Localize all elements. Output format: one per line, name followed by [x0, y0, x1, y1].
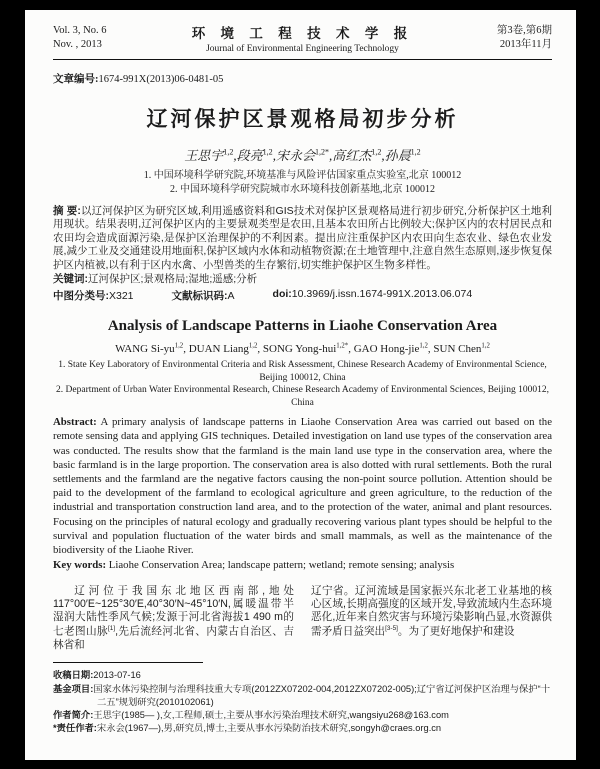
citation-ref: [1]	[108, 625, 116, 633]
author-en-name: WANG Si-yu	[115, 343, 175, 356]
author-en-name: SUN Chen	[433, 343, 482, 356]
body-paragraph-right	[311, 585, 552, 638]
received-date-value: 2013-07-16	[93, 670, 141, 681]
author-cn-superscript: 1,2	[371, 147, 382, 157]
keywords-en-label: Key words:	[53, 559, 107, 572]
author-cn-name: 高红杰	[332, 148, 372, 163]
clc-label: 中图分类号:	[53, 290, 109, 303]
article-number-label: 文章编号:	[53, 74, 99, 85]
author-cn-superscript: 1,2	[410, 147, 421, 157]
author-en-superscript: 1,2	[481, 342, 490, 350]
footnote-rule	[53, 662, 203, 663]
journal-issue-block	[432, 24, 552, 52]
received-date-label: 收稿日期:	[53, 670, 94, 681]
doi-label: doi:	[272, 288, 292, 301]
author-cn-superscript: 1,2	[223, 147, 234, 157]
author-en-name: SONG Yong-hui	[262, 343, 337, 356]
body-columns	[53, 585, 552, 651]
author-cn	[237, 148, 276, 163]
funding-label: 基金项目:	[53, 683, 94, 694]
received-date-line	[53, 669, 552, 682]
funding-line	[53, 683, 552, 709]
affiliations-cn	[53, 169, 552, 197]
body-column-right	[311, 585, 552, 651]
author-en	[263, 343, 354, 355]
funding-text: 国家水体污染控制与治理科技重大专项(2012ZX07202-004,2012ZX07202-005);辽宁省辽河保护区治理与保护“十二五”规划研究(2010102061)	[93, 683, 550, 707]
citation-ref: [3-5]	[385, 625, 398, 633]
doc-code-segment	[172, 288, 235, 303]
doi-value: 10.3969/j.issn.1674-991X.2013.06.074	[291, 288, 473, 301]
author-en-superscript: 1,2	[248, 342, 258, 350]
affiliation-en-line: 1. State Key Laboratory of Environmental Criteria and Risk Assessment, Chinese Research Academy of Environmental Science, Beijing 100012, China	[58, 360, 547, 383]
author-en-superscript: 1,2	[419, 342, 428, 350]
journal-date-en: Nov. , 2013	[53, 39, 102, 50]
author-en-superscript: 1,2*	[336, 342, 349, 350]
keywords-cn-text: 辽河保护区;景观格局;湿地;遥感;分析	[88, 273, 258, 286]
author-cn	[385, 148, 421, 163]
paper-title-en: Analysis of Landscape Patterns in Liaohe Conservation Area	[107, 318, 498, 335]
author-bio-text: 王思宇(1985— ),女,工程师,硕士,主要从事水污染治理技术研究,wangsiyu268@163.com	[93, 709, 449, 720]
affiliation-cn-line: 1. 中国环境科学研究院,环境基准与风险评估国家重点实验室,北京 100012	[143, 170, 462, 181]
journal-title-block	[173, 22, 432, 54]
body-column-left	[53, 585, 294, 651]
paper-title-cn: 辽河保护区景观格局初步分析	[146, 107, 459, 131]
author-cn-superscript: 1,2*	[314, 147, 330, 157]
footnote-block	[53, 669, 552, 735]
authors-cn-line	[53, 145, 552, 164]
author-cn	[332, 148, 384, 163]
doi-segment	[273, 288, 473, 303]
author-bio-line	[53, 709, 552, 722]
author-en-name: GAO Hong-jie	[353, 343, 420, 356]
journal-title-cn: 环 境 工 程 技 术 学 报	[191, 26, 414, 41]
author-cn-name: 孙晨	[384, 148, 411, 163]
abstract-cn-label: 摘 要:	[53, 205, 81, 217]
author-separator: ,	[427, 343, 434, 356]
author-cn-name: 段亮	[236, 148, 263, 163]
author-en	[115, 343, 189, 355]
author-en-superscript: 1,2	[174, 342, 184, 350]
journal-title-en: Journal of Environmental Engineering Technology	[206, 44, 399, 54]
header-rule	[53, 59, 552, 60]
abstract-en-label: Abstract:	[53, 416, 97, 429]
author-separator: ,	[257, 343, 263, 356]
author-separator: ,	[272, 148, 276, 163]
affiliations-en	[53, 359, 552, 409]
author-separator: ,	[183, 343, 189, 356]
keywords-en-text: Liaohe Conservation Area; landscape pattern; wetland; remote sensing; analysis	[108, 559, 455, 572]
body-left-text-cont: ,先后流经河北省、内蒙古自治区、吉林省和	[53, 625, 294, 651]
author-en	[354, 343, 434, 355]
abstract-en-text: A primary analysis of landscape patterns in Liaohe Conservation Area was carried out based on the remote sensing data and applying GIS techniques. Detailed investigation on land use types of the conservation area was conducted. The results show that the farmland is the main land use type in the conservation area, where the basic farmland is in the large proportion. The conservation area is also dotted with rural settlements. Both the rural settlements and the farmland are the negative factors causing the non-point source pollution. Attention should be paid to the development of the farmland to ecological agriculture and green agriculture, to the reduction of the industrial and transportation construction land area, and to the protection of the water, animal and plant resources. Focusing on the principles of natural ecology and gradually recovering various plant types should be helpful to the survival and population fluctuation of the water birds and small mammals, as well as the maintenance of the biodiversity of the Liaohe River.	[53, 416, 552, 556]
journal-date-cn: 2013年11月	[499, 39, 552, 50]
abstract-cn	[53, 205, 552, 272]
author-en	[433, 343, 490, 355]
author-cn-name: 宋永会	[275, 148, 315, 163]
doc-code-value: A	[227, 290, 235, 303]
paper-page	[25, 10, 576, 760]
author-separator: ,	[348, 343, 354, 356]
author-cn	[276, 148, 332, 163]
journal-vol: Vol. 3, No. 6	[53, 25, 107, 36]
affiliation-cn-line: 2. 中国环境科学研究院城市水环境科技创新基地,北京 100012	[170, 184, 435, 195]
author-separator: ,	[329, 148, 333, 163]
abstract-cn-text: 以辽河保护区为研究区域,利用遥感资料和GIS技术对保护区景观格局进行初步研究,分析保护区土地利用现状。结果表明,辽河保护区内的主要景观类型是农田,且基本农田所占比例较大;保护区内的农村居民点和农田均会造成面源污染,是保护区治理保护的不利因素。提出应注重保护区内农田向生态农业、绿色农业发展,减少工业及交通建设用地面积,保护区域内水体和动植物资源;在土地管理中,注意自然生态原则,逐步恢复保护区内植被,以有利于区内水禽、小型兽类的生存繁衍,切实维护保护区生物多样性。	[53, 205, 553, 271]
abstract-en	[53, 415, 552, 557]
corresponding-author-line	[53, 722, 552, 735]
body-right-text-cont: 。为了更好地保护和建设	[397, 625, 515, 638]
body-right-text: 辽宁省。辽河流域是国家振兴东北老工业基地的核心区域,长期高强度的区域开发,导致流域内生态环境恶化,近年来自然灾害与环境污染影响凸显,水资源供需矛盾日益突出	[311, 585, 552, 638]
article-number-value: 1674-991X(2013)06-0481-05	[98, 74, 224, 85]
classification-line	[53, 288, 552, 303]
author-cn-superscript: 1,2	[262, 147, 273, 157]
authors-en-line	[53, 342, 552, 355]
article-number-line	[53, 71, 552, 86]
keywords-cn	[53, 273, 552, 286]
author-separator: ,	[381, 148, 385, 163]
body-paragraph-left	[53, 585, 294, 651]
keywords-en	[53, 558, 552, 572]
author-cn-name: 王思宇	[184, 148, 224, 163]
clc-segment	[53, 288, 134, 303]
author-cn	[184, 148, 236, 163]
doc-code-label: 文献标识码:	[171, 290, 228, 303]
keywords-cn-label: 关键词:	[53, 273, 88, 286]
clc-value: X321	[109, 290, 134, 303]
author-bio-label: 作者简介:	[53, 709, 94, 720]
body-left-text: 辽河位于我国东北地区西南部,地处117°00′E~125°30′E,40°30′N~45°10′N,属暖温带半湿润大陆性季风气候;发源于河北省海拔1 490 m的七老图山脉	[53, 585, 294, 638]
corresponding-author-label: *责任作者:	[53, 723, 97, 734]
affiliation-en-line: 2. Department of Urban Water Environmental Research, Chinese Research Academy of Environmental Sciences, Beijing 100012, China	[56, 385, 549, 408]
corresponding-author-text: 宋永会(1967—),男,研究员,博士,主要从事水污染防治技术研究,songyh@craes.org.cn	[96, 723, 442, 734]
journal-header	[53, 22, 552, 54]
author-en-name: DUAN Liang	[188, 343, 249, 356]
journal-issue-cn: 第3卷,第6期	[496, 25, 552, 36]
journal-vol-block	[53, 24, 173, 52]
author-separator: ,	[233, 148, 237, 163]
author-en	[189, 343, 263, 355]
